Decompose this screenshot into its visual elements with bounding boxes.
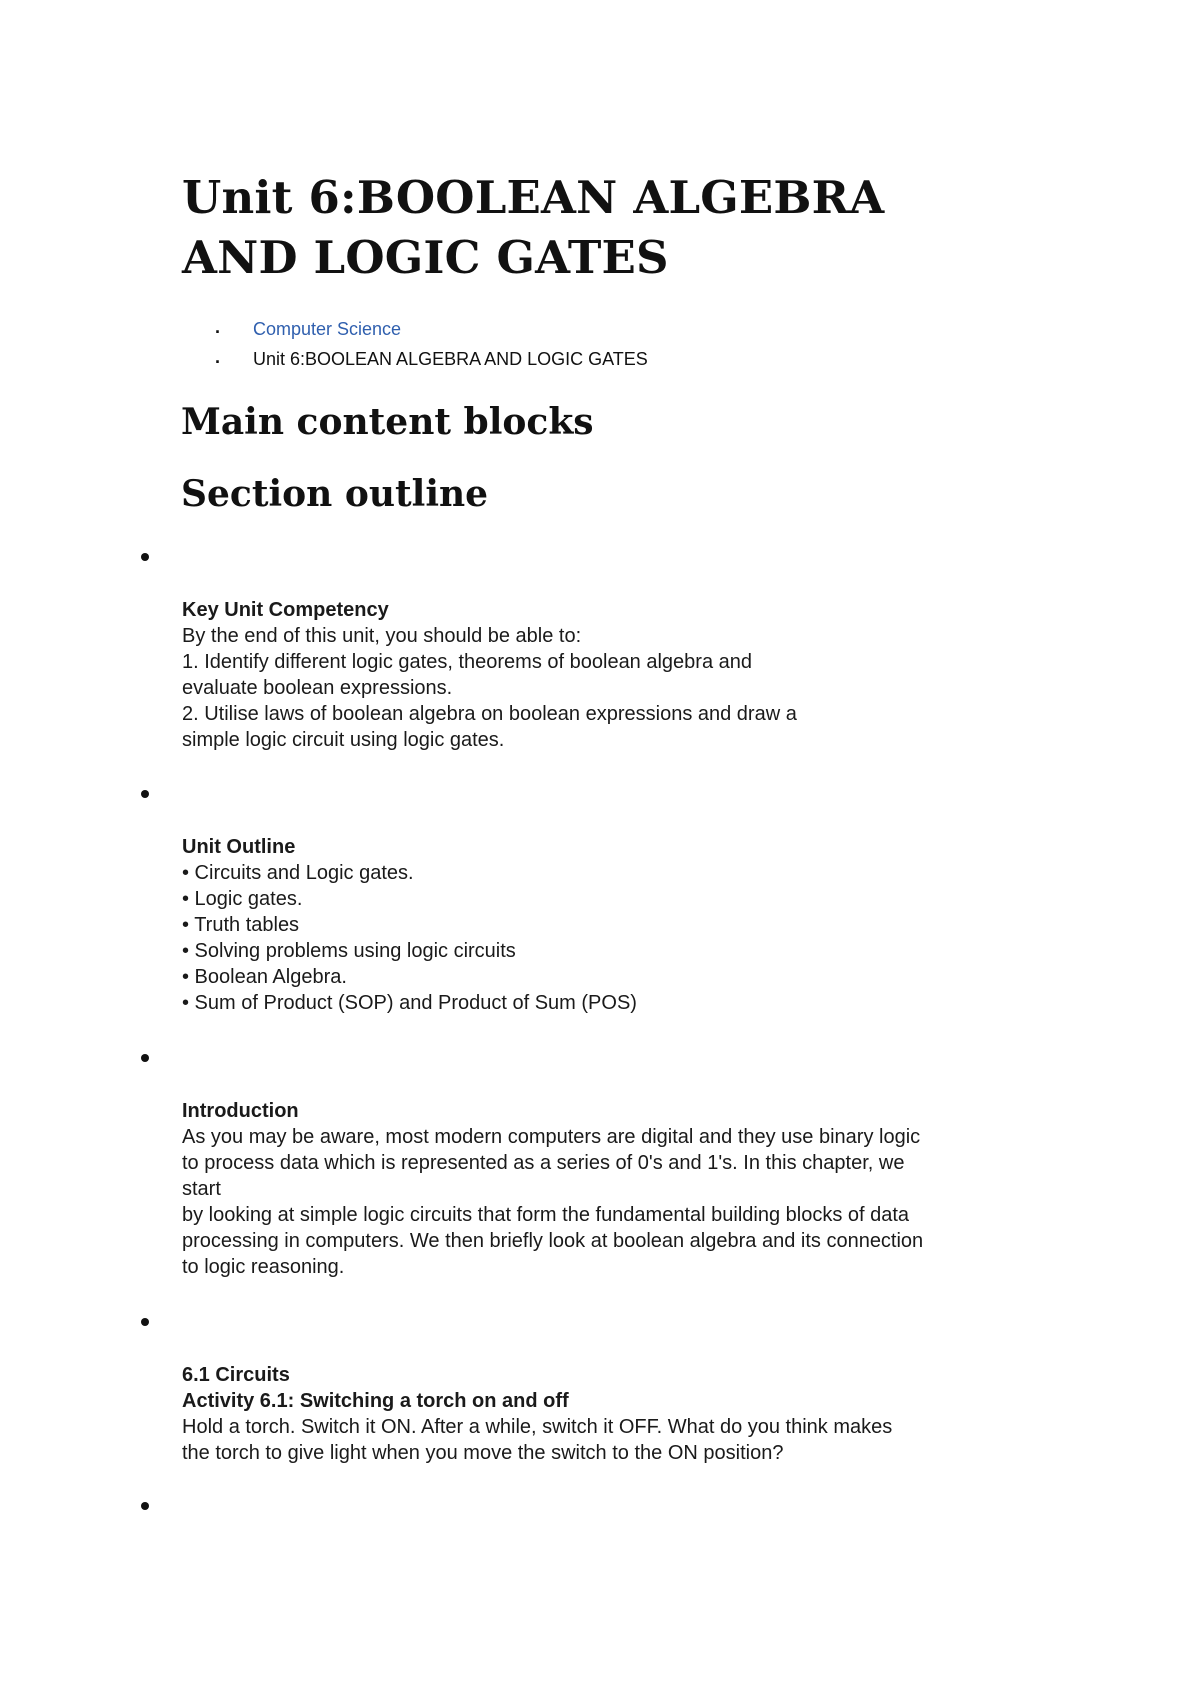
section-heading: 6.1 Circuits (182, 1364, 290, 1386)
section-unit-outline (182, 834, 1022, 1016)
section-line: As you may be aware, most modern computers are digital and they use binary logic (182, 1126, 921, 1148)
outline-bullet-icon (141, 1054, 149, 1062)
section-line: by looking at simple logic circuits that form the fundamental building blocks of data (182, 1204, 910, 1226)
section-line: • Sum of Product (SOP) and Product of Sum (POS) (182, 992, 637, 1014)
section-line: to logic reasoning. (182, 1256, 345, 1278)
section-heading: Key Unit Competency (182, 599, 389, 621)
section-line: to process data which is represented as a series of 0's and 1's. In this chapter, we (182, 1152, 905, 1174)
section-line: start (182, 1178, 221, 1200)
section-line: 2. Utilise laws of boolean algebra on boolean expressions and draw a (182, 703, 797, 725)
page-title-line-1: Unit 6:BOOLEAN ALGEBRA (182, 171, 885, 224)
section-introduction (182, 1098, 1022, 1280)
section-line: evaluate boolean expressions. (182, 677, 453, 699)
page-title (182, 168, 884, 288)
section-line: 1. Identify different logic gates, theorems of boolean algebra and (182, 651, 753, 673)
outline-bullet-icon (141, 1502, 149, 1510)
breadcrumb-item (215, 346, 648, 376)
section-line: • Logic gates. (182, 888, 303, 910)
section-line: simple logic circuit using logic gates. (182, 729, 505, 751)
section-line: • Truth tables (182, 914, 300, 936)
section-line: • Solving problems using logic circuits (182, 940, 516, 962)
section-line: Hold a torch. Switch it ON. After a while, switch it OFF. What do you think makes (182, 1416, 893, 1438)
breadcrumb (215, 316, 648, 376)
section-line: processing in computers. We then briefly look at boolean algebra and its connection (182, 1230, 924, 1252)
section-line: • Boolean Algebra. (182, 966, 347, 988)
breadcrumb-item (215, 316, 648, 346)
main-content-heading: Main content blocks (181, 401, 594, 443)
activity-heading: Activity 6.1: Switching a torch on and off (182, 1390, 569, 1412)
outline-bullet-icon (141, 790, 149, 798)
breadcrumb-link-computer-science[interactable]: Computer Science (253, 319, 402, 339)
section-outline-heading: Section outline (181, 473, 489, 515)
section-circuits (182, 1362, 1022, 1466)
outline-bullet-icon (141, 1318, 149, 1326)
section-line: • Circuits and Logic gates. (182, 862, 414, 884)
outline-bullet-icon (141, 553, 149, 561)
section-line: By the end of this unit, you should be able to: (182, 625, 582, 647)
page-title-line-2: AND LOGIC GATES (182, 231, 669, 284)
section-line: the torch to give light when you move the switch to the ON position? (182, 1442, 784, 1464)
section-heading: Unit Outline (182, 836, 296, 858)
section-key-unit-competency (182, 597, 1022, 753)
breadcrumb-current-unit: Unit 6:BOOLEAN ALGEBRA AND LOGIC GATES (253, 349, 648, 369)
section-heading: Introduction (182, 1100, 299, 1122)
